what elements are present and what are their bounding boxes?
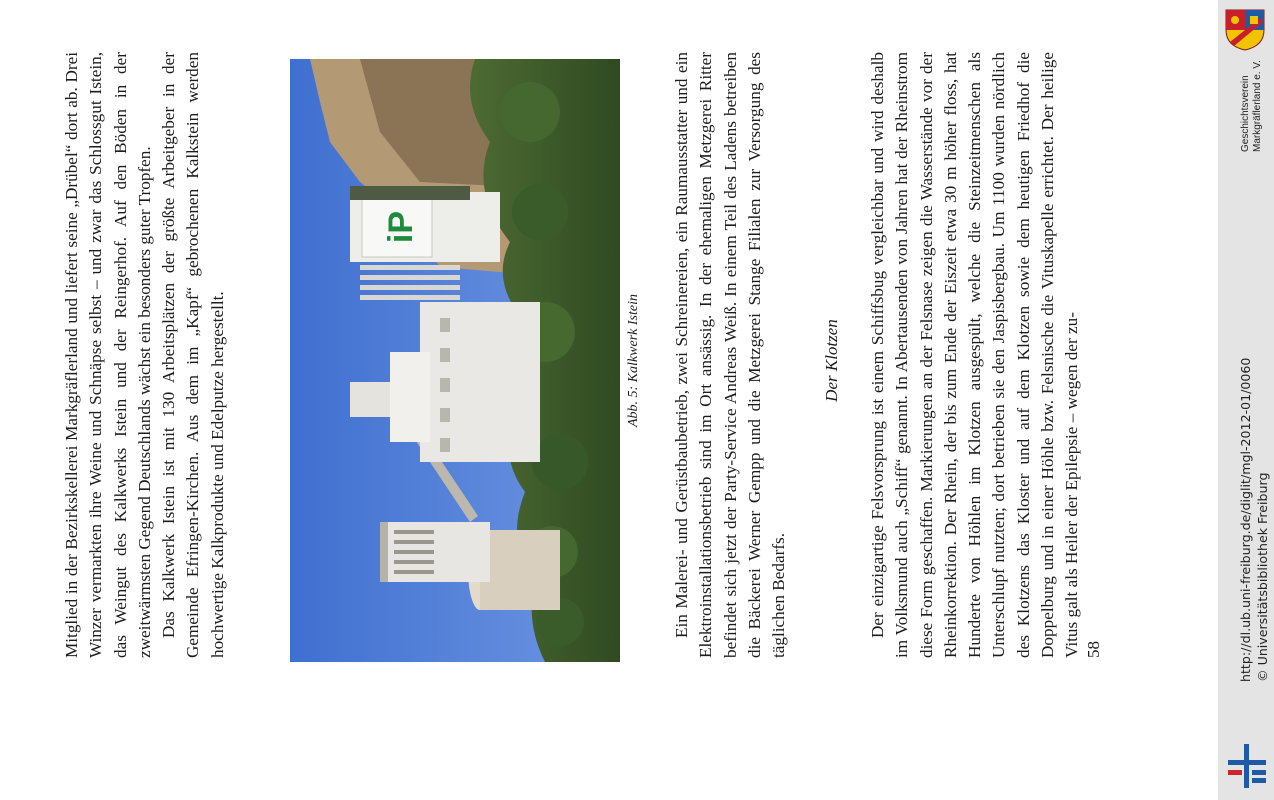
section-heading: Der Klotzen (822, 319, 841, 402)
page-number: 58 (1084, 641, 1103, 658)
paragraph-middle-text: Ein Malerei- und Gerüstbaubetrieb, zwei Schreinereien, ein Raumausstatter und ein Elektroinstallationsbetrieb sind im Ort ansässig. In der ehemaligen Metzgerei Ritter befindet sich jetzt der Party-Service Andreas Weiß. In einem Teil des Ladens betreiben die Bäckerei Werner Gempp und die Metzgerei Stange Filialen zur Versorgung des täglichen Bedarfs. (672, 52, 789, 658)
ub-freiburg-logo-icon (1226, 740, 1268, 792)
figure-caption: Abb. 5: Kalkwerk Istein (626, 294, 641, 427)
paragraph-top (60, 52, 230, 658)
sign-logo: iP (382, 210, 420, 244)
figure-photo (290, 59, 620, 662)
kalkwerk-photo (290, 59, 620, 662)
paragraph-middle (670, 52, 791, 658)
document-url-link[interactable]: http://dl.ub.uni-freiburg.de/diglit/mgl-2012-01/0060 (1238, 357, 1253, 682)
paragraph-top-2: Das Kalkwerk Istein ist mit 130 Arbeitsplätzen der größte Arbeitgeber in der Gemeinde Efringen-Kirchen. Aus dem im „Kapf“ gebrochenen Kalkstein werden hochwertige Kalkprodukte und Edelputze hergestellt. (159, 52, 227, 658)
publisher-line-2: Markgräflerland e. V. (1252, 60, 1263, 152)
publisher-line-1: Geschichtsverein (1240, 75, 1251, 152)
sidebar-text (1218, 0, 1274, 800)
paragraph-bottom-text: Der einzigartige Felsvorsprung ist einem Schiffsbug vergleichbar und wird deshalb im Volksmund auch „Schiff“ genannt. In Abertausenden von Jahren hat der Rheinstrom diese Form geschaffen. Markierungen an der Felsnase zeigen die Wasserstände vor der Rheinkorrektion. Der Rhein, der bis zum Ende der Eiszeit etwa 30 m höher floss, hat Hunderte von Höhlen im Klotzen ausgespült, welche die Steinzeitmenschen als Unterschlupf nutzten; dort betrieben sie den Jaspisbergbau. Um 1100 wurden nördlich des Klotzens das Kloster und auf dem Klotzen sowie dem heutigen Friedhof die Doppelburg und in einer Höhle bzw. Felsnische die Vituskapelle errichtet. Der heilige Vitus galt als Heiler der Epilepsie – wegen der zu- (868, 52, 1082, 658)
paragraph-top-1: Mitglied in der Bezirkskellerei Markgräflerland und liefert seine „Drübel“ dort ab. Drei Winzer vermarkten ihre Weine und Schnäpse selbst – und zwar das Schlossgut Istein, das Weingut des Kalkwerks Istein und der Reingerhof. Auf den Böden in der zweitwärmsten Gegend Deutschlands wächst ein besonders guter Tropfen. (62, 52, 154, 658)
copyright-text: © Universitätsbibliothek Freiburg (1255, 472, 1270, 682)
paragraph-bottom (866, 52, 1085, 658)
sidebar (1218, 0, 1274, 800)
crest-icon (1222, 8, 1268, 52)
